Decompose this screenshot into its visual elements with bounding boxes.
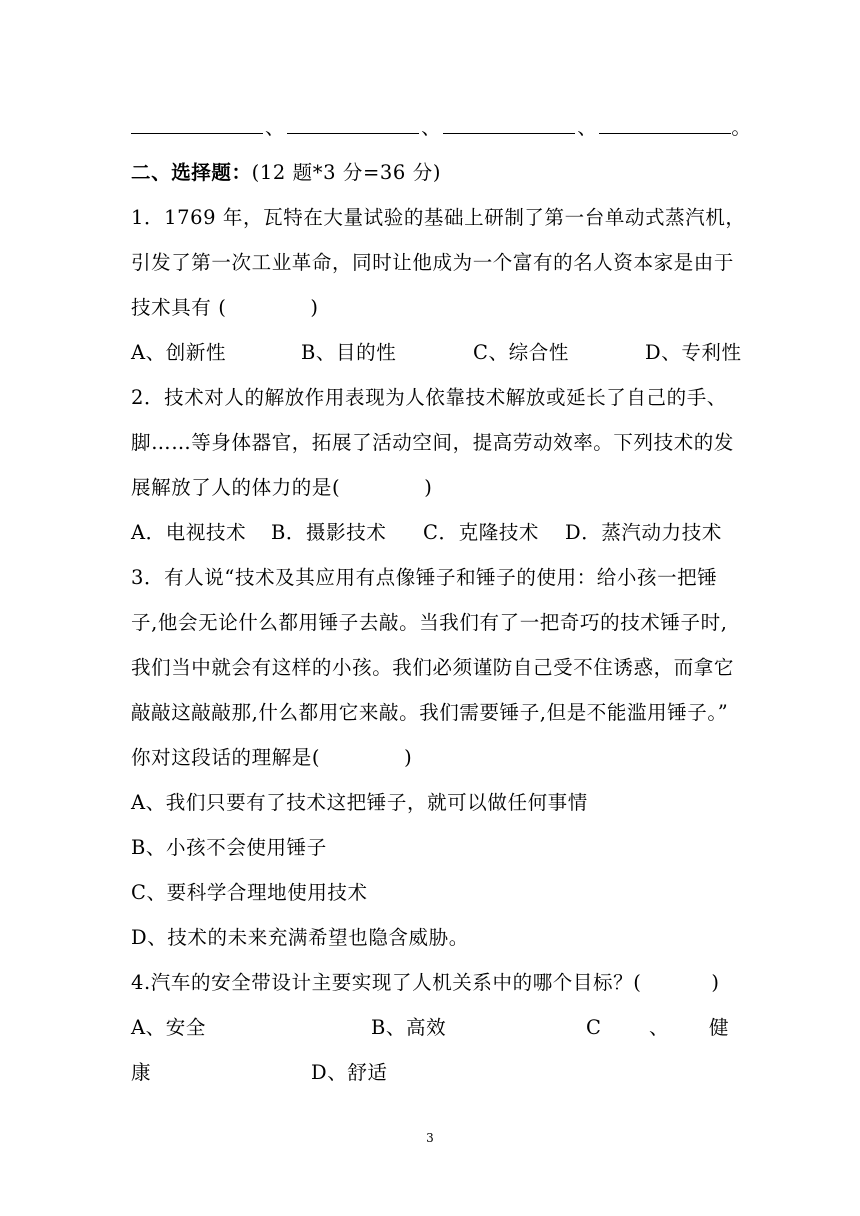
option-a[interactable]: A、创新性 [131,341,227,364]
period: 。 [731,116,752,139]
q4-stem-text: 4.汽车的安全带设计主要实现了人机关系中的哪个目标？( [131,971,642,994]
close-paren: ) [424,476,433,499]
q2-line-2: 脚……等身体器官，拓展了活动空间，提高劳动效率。下列技术的发 [131,431,735,454]
separator: 、 [577,116,598,139]
close-paren: ) [711,971,720,994]
option-c[interactable]: C、要科学合理地使用技术 [131,881,368,904]
option-b[interactable]: B、目的性 [301,341,397,364]
q3-line-3: 我们当中就会有这样的小孩。我们必须谨防自己受不住诱惑，而拿它 [131,656,735,679]
q2-line-3 [131,473,731,503]
page-number: 3 [426,1131,434,1145]
separator: 、 [421,116,442,139]
close-paren: ) [404,746,413,769]
option-b[interactable]: B．摄影技术 [271,521,387,544]
q1-line-1: 1．1769 年，瓦特在大量试验的基础上研制了第一台单动式蒸汽机， [131,206,746,229]
q3-line-4: 敲敲这敲敲那,什么都用它来敲。我们需要锤子,但是不能滥用锤子。” [131,701,729,724]
option-b[interactable]: B、小孩不会使用锤子 [131,836,327,859]
q3-line-2: 子,他会无论什么都用锤子去敲。当我们有了一把奇巧的技术锤子时, [131,611,728,634]
option-d[interactable]: D．蒸汽动力技术 [565,521,722,544]
section-scoring: (12 题*3 分=36 分) [251,161,442,184]
answer-blank[interactable] [131,115,263,134]
fill-blanks-line [131,113,752,143]
q3-line-5 [131,743,731,773]
close-paren: ) [310,296,319,319]
answer-blank[interactable] [599,115,731,134]
option-c[interactable]: C [586,1016,602,1039]
q1-line-3 [131,293,731,323]
option-c[interactable]: C、综合性 [473,341,569,364]
option-c-text-end[interactable]: 康 [131,1061,152,1084]
option-d[interactable]: D、技术的未来充满希望也隐含威胁。 [131,926,469,949]
option-c-separator: 、 [649,1016,670,1039]
option-a[interactable]: A．电视技术 [131,521,247,544]
separator: 、 [265,116,286,139]
q1-line-2: 引发了第一次工业革命，同时让他成为一个富有的名人资本家是由于 [131,251,735,274]
section-heading [131,158,731,188]
option-a[interactable]: A、安全 [131,1016,206,1039]
q1-stem-end: 技术具有 ( [131,296,227,319]
answer-blank[interactable] [443,115,575,134]
q3-line-1: 3．有人说“技术及其应用有点像锤子和锤子的使用：给小孩一把锤 [131,566,718,589]
option-b[interactable]: B、高效 [371,1016,447,1039]
q3-stem-end: 你对这段话的理解是( [131,746,321,769]
option-c-text-part[interactable]: 健 [709,1016,730,1039]
q2-line-1: 2．技术对人的解放作用表现为人依靠技术解放或延长了自己的手、 [131,386,727,409]
answer-blank[interactable] [287,115,419,134]
option-d[interactable]: D、专利性 [645,341,742,364]
option-c[interactable]: C．克隆技术 [423,521,540,544]
option-a[interactable]: A、我们只要有了技术这把锤子，就可以做任何事情 [131,791,588,814]
option-d[interactable]: D、舒适 [311,1061,388,1084]
q4-stem [131,968,731,998]
q2-stem-end: 展解放了人的体力的是( [131,476,341,499]
section-title: 二、选择题： [131,161,252,184]
